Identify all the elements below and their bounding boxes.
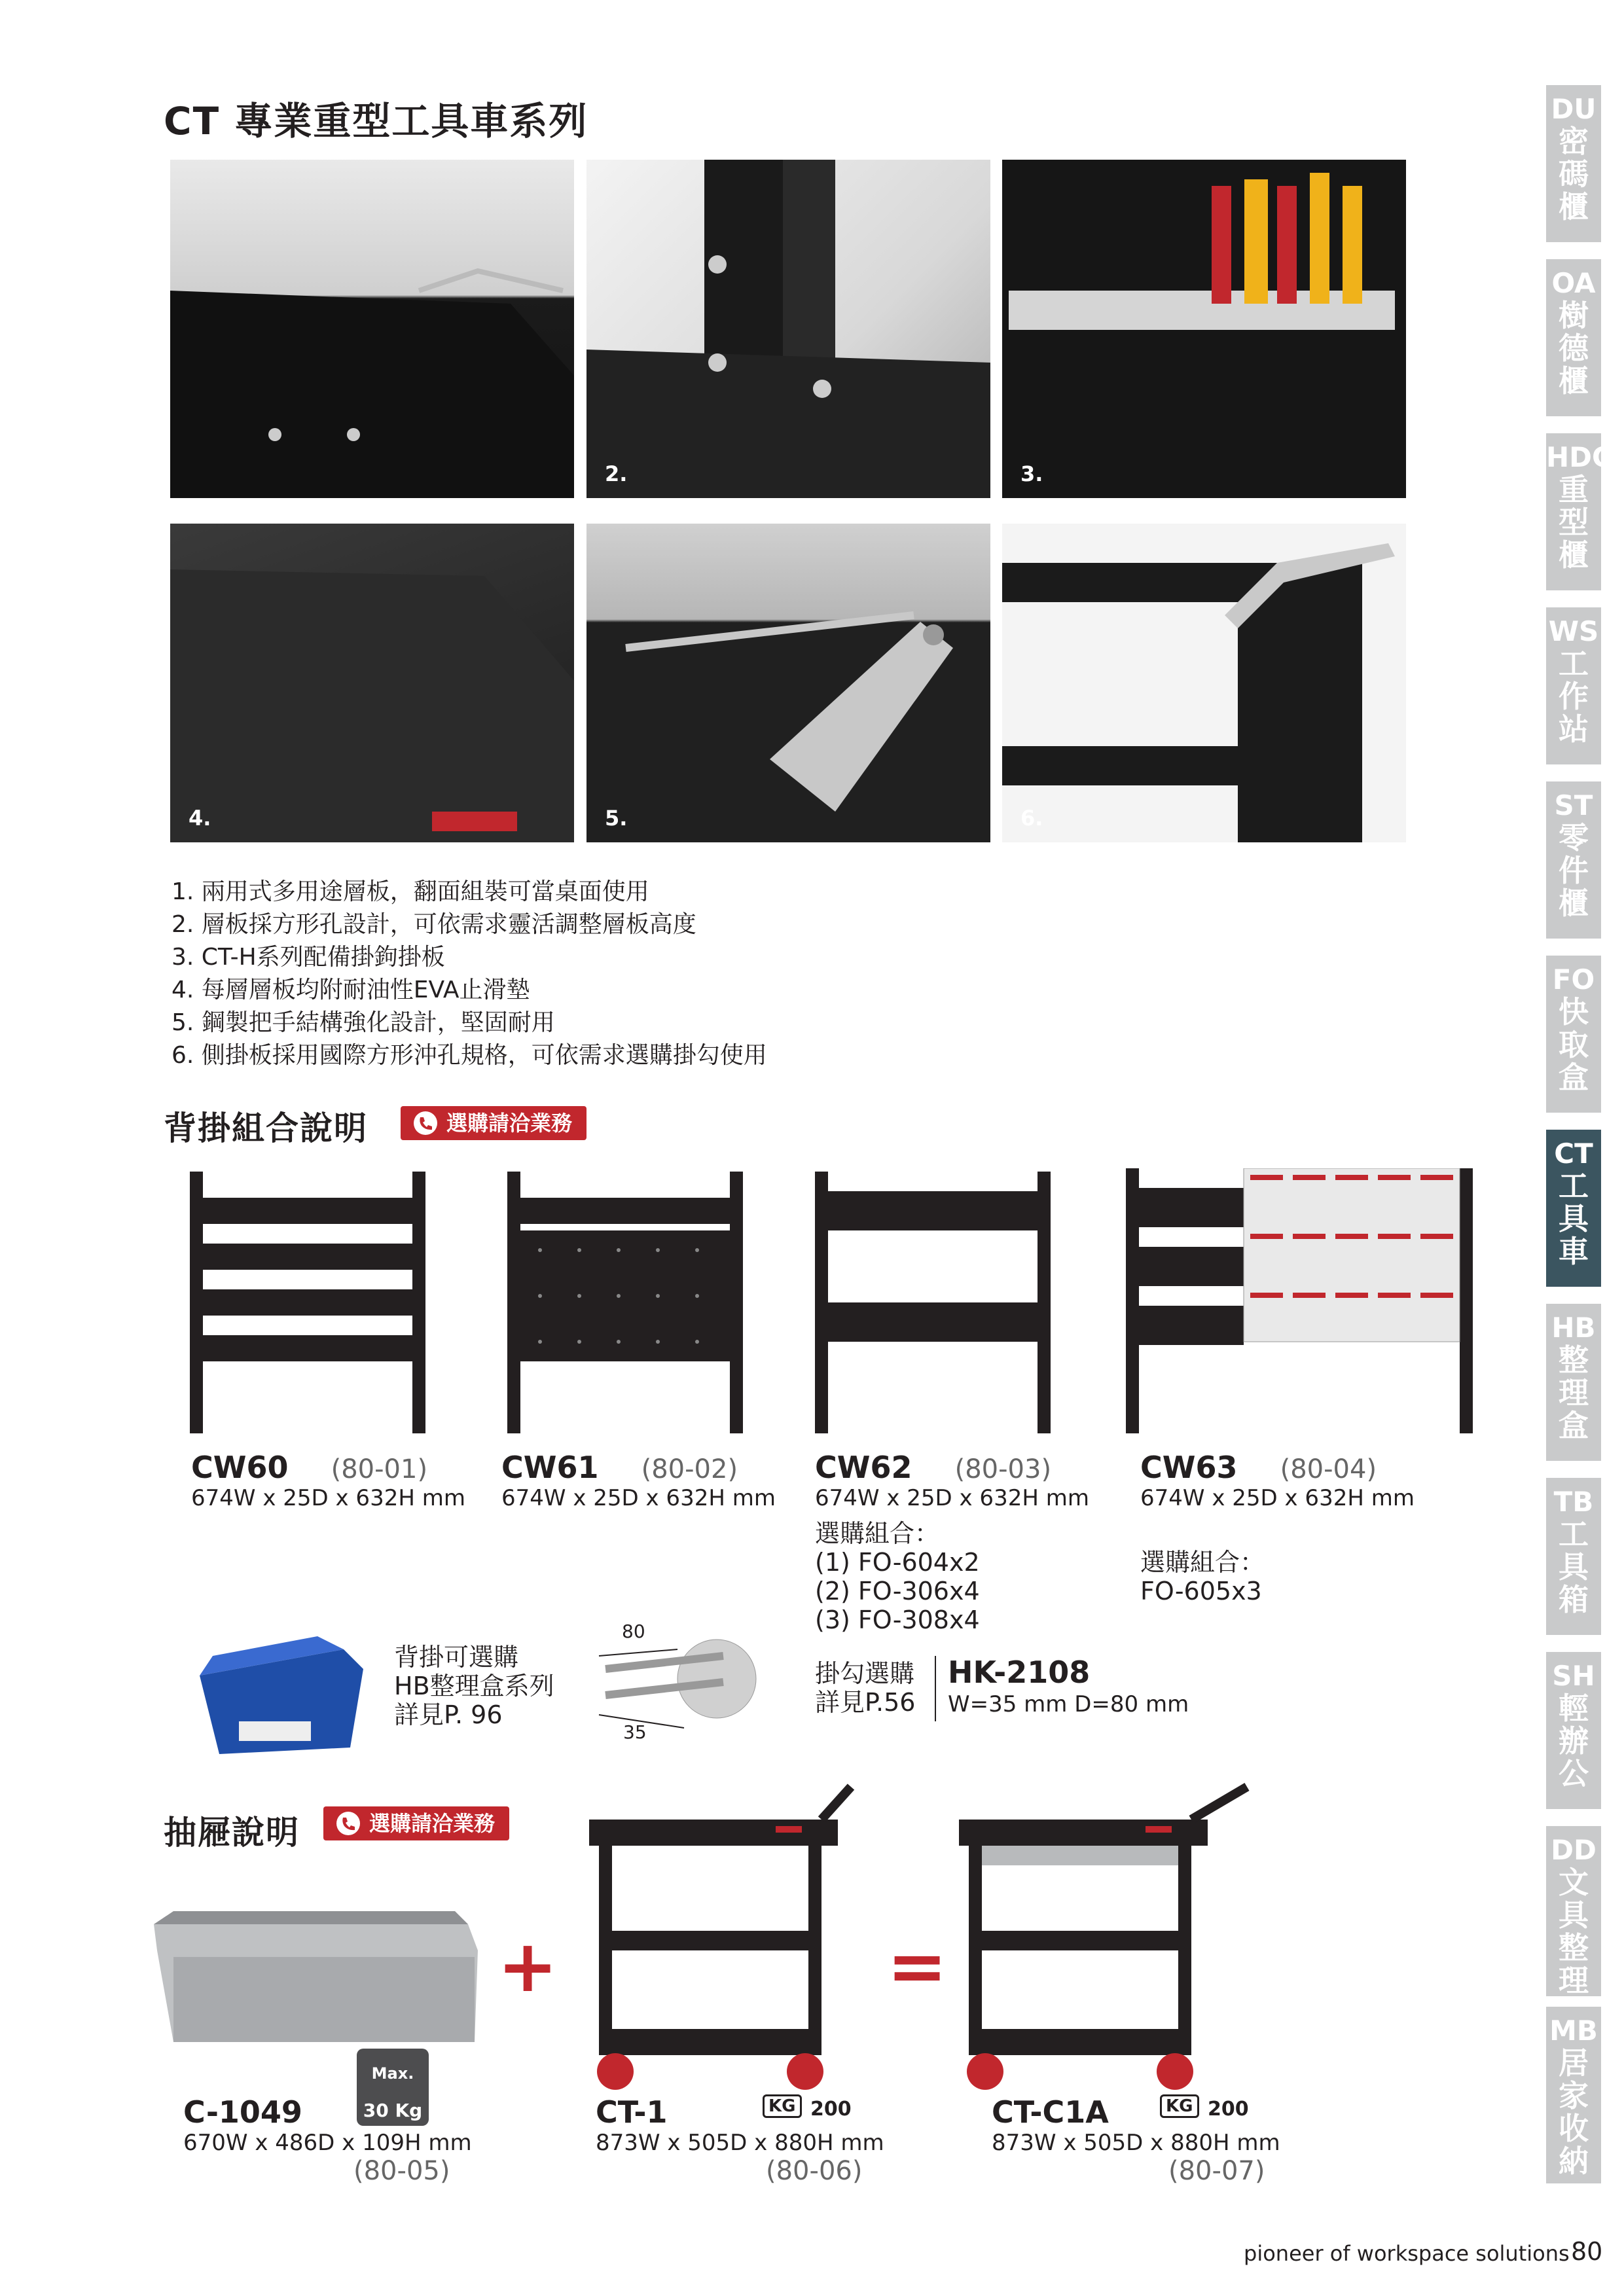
note-line: 掛勾選購 bbox=[815, 1659, 915, 1688]
ct1-cart-image bbox=[586, 1780, 861, 2094]
photo-label: 3. bbox=[1020, 461, 1043, 486]
tab-code: ST bbox=[1554, 789, 1593, 821]
max-value: 30 Kg bbox=[363, 2100, 423, 2121]
sidebar-tab-hdc[interactable] bbox=[1546, 433, 1612, 590]
tab-char: 碼 bbox=[1559, 156, 1589, 192]
eva-mat-illustration bbox=[170, 524, 574, 842]
hb-box-image bbox=[187, 1623, 370, 1754]
model-dim: 674W x 25D x 632H mm bbox=[815, 1485, 1089, 1511]
sidebar-tab-tb[interactable] bbox=[1546, 1478, 1601, 1635]
tab-char: 重 bbox=[1559, 472, 1589, 507]
tab-char: 工 bbox=[1559, 1168, 1589, 1204]
tab-char: 櫃 bbox=[1559, 886, 1589, 921]
sidebar-tab-fo[interactable] bbox=[1546, 956, 1601, 1113]
cw60-panel-image bbox=[183, 1172, 432, 1446]
note-line: 詳見P.56 bbox=[815, 1688, 916, 1717]
model-code: (80-03) bbox=[954, 1454, 1052, 1484]
model-name: CW60 bbox=[191, 1450, 289, 1485]
note-line: 背掛可選購 bbox=[394, 1643, 519, 1672]
cw63-panel-image bbox=[1119, 1168, 1486, 1446]
hook-depth-label: 80 bbox=[622, 1621, 645, 1642]
shelf-holes-illustration bbox=[586, 160, 990, 498]
tab-code: DD bbox=[1551, 1834, 1597, 1866]
phone-icon bbox=[335, 1810, 361, 1837]
tab-char: 快 bbox=[1559, 994, 1589, 1030]
cw61-panel-image bbox=[501, 1172, 749, 1446]
max-label: Max. bbox=[371, 2064, 414, 2083]
tab-char: 件 bbox=[1559, 853, 1589, 888]
badge-label: 選購請洽業務 bbox=[446, 1111, 573, 1136]
tab-char: 輕 bbox=[1559, 1691, 1589, 1726]
tab-char: 箱 bbox=[1559, 1582, 1589, 1617]
tab-char: 收 bbox=[1559, 2111, 1589, 2146]
tab-char: 家 bbox=[1559, 2078, 1589, 2113]
photo-label: 6. bbox=[1020, 806, 1043, 831]
hb-note bbox=[394, 1643, 554, 1729]
cw61-info bbox=[501, 1450, 776, 1511]
feature-list bbox=[171, 876, 767, 1072]
tab-char: 密 bbox=[1559, 124, 1589, 159]
hook-model: HK-2108 bbox=[948, 1655, 1091, 1690]
tab-char: 工 bbox=[1559, 1516, 1589, 1552]
option-line: (2) FO-306x4 bbox=[815, 1577, 980, 1605]
model-dim: 873W x 505D x 880H mm bbox=[992, 2130, 1280, 2156]
cw63-options bbox=[1140, 1548, 1415, 1605]
option-line: FO-605x3 bbox=[1140, 1577, 1262, 1605]
tab-char: 德 bbox=[1559, 331, 1589, 366]
sidebar-tab-st[interactable] bbox=[1546, 781, 1601, 939]
tab-code: OA bbox=[1551, 267, 1596, 299]
photo-shelf-holes bbox=[586, 160, 990, 498]
photo-hook-panel bbox=[1002, 160, 1406, 498]
tab-code: HB bbox=[1551, 1312, 1596, 1344]
tab-code: DU bbox=[1551, 93, 1597, 125]
equals-sign bbox=[887, 1924, 947, 2008]
option-line: (1) FO-604x2 bbox=[815, 1548, 980, 1577]
photo-shelf-top bbox=[170, 160, 574, 498]
hook-panel-illustration bbox=[1002, 160, 1406, 498]
model-dim: 873W x 505D x 880H mm bbox=[596, 2130, 884, 2156]
model-name: CW62 bbox=[815, 1450, 912, 1485]
load-value: 200 bbox=[1208, 2098, 1249, 2121]
drawer-contact-badge bbox=[323, 1806, 509, 1840]
model-code: (80-01) bbox=[331, 1454, 428, 1484]
hook-image bbox=[592, 1617, 769, 1741]
sidebar-tab-ct[interactable] bbox=[1546, 1130, 1601, 1287]
tab-code: FO bbox=[1552, 963, 1595, 996]
badge-label: 選購請洽業務 bbox=[369, 1811, 496, 1836]
side-panel-illustration bbox=[1002, 524, 1406, 842]
tab-char: 盒 bbox=[1559, 1408, 1589, 1443]
drawer-title: 抽屜說明 bbox=[164, 1814, 300, 1852]
tab-char: 作 bbox=[1559, 679, 1589, 714]
feature-item: 1. 兩用式多用途層板，翻面組裝可當桌面使用 bbox=[171, 878, 649, 905]
hook-dim: W=35 mm D=80 mm bbox=[948, 1691, 1189, 1717]
option-line: 選購組合： bbox=[815, 1519, 940, 1548]
note-line: 詳見P. 96 bbox=[394, 1700, 503, 1729]
tab-code: MB bbox=[1549, 2015, 1598, 2047]
option-line: 選購組合： bbox=[1140, 1548, 1265, 1577]
photo-label: 5. bbox=[605, 806, 628, 831]
backpanel-title: 背掛組合說明 bbox=[164, 1109, 368, 1147]
feature-item: 5. 鋼製把手結構強化設計，堅固耐用 bbox=[171, 1009, 555, 1036]
tab-code: TB bbox=[1553, 1486, 1594, 1518]
tab-char: 公 bbox=[1559, 1756, 1589, 1791]
photo-label: 2. bbox=[605, 461, 628, 486]
tab-code: CT bbox=[1554, 1138, 1593, 1170]
model-dim: 674W x 25D x 632H mm bbox=[501, 1485, 776, 1511]
equals-symbol: = bbox=[887, 1924, 948, 2008]
tab-char: 理 bbox=[1559, 1963, 1589, 1998]
tab-code: SH bbox=[1552, 1660, 1595, 1692]
tab-code: WS bbox=[1548, 615, 1599, 647]
tab-char: 工 bbox=[1559, 646, 1589, 681]
sidebar-tab-ws[interactable] bbox=[1546, 607, 1601, 764]
model-dim: 674W x 25D x 632H mm bbox=[191, 1485, 465, 1511]
model-name: C-1049 bbox=[183, 2094, 302, 2130]
tab-char: 站 bbox=[1559, 711, 1589, 747]
photo-eva-mat bbox=[170, 524, 574, 842]
page-title: CT 專業重型工具車系列 bbox=[164, 99, 588, 143]
tab-char: 櫃 bbox=[1559, 537, 1589, 573]
sidebar-tab-du[interactable] bbox=[1546, 85, 1601, 242]
option-line: (3) FO-308x4 bbox=[815, 1605, 980, 1634]
tab-char: 樹 bbox=[1559, 298, 1589, 333]
sidebar-tab-mb[interactable] bbox=[1546, 2007, 1601, 2183]
shelf-illustration bbox=[170, 160, 574, 498]
tab-char: 理 bbox=[1559, 1375, 1589, 1410]
tab-char: 具 bbox=[1559, 1549, 1589, 1585]
hook-width-label: 35 bbox=[623, 1721, 647, 1743]
handle-illustration bbox=[586, 524, 990, 842]
tab-char: 整 bbox=[1559, 1930, 1589, 1965]
load-value: 200 bbox=[810, 2098, 852, 2121]
model-code: (80-02) bbox=[641, 1454, 738, 1484]
sidebar-tab-hb[interactable] bbox=[1546, 1304, 1601, 1461]
feature-item: 4. 每層層板均附耐油性EVA止滑墊 bbox=[171, 977, 530, 1003]
tab-char: 零 bbox=[1559, 820, 1589, 855]
tab-char: 納 bbox=[1559, 2144, 1589, 2179]
note-line: HB整理盒系列 bbox=[394, 1672, 554, 1700]
feature-item: 2. 層板採方形孔設計，可依需求靈活調整層板高度 bbox=[171, 911, 696, 938]
photo-side-panel bbox=[1002, 524, 1406, 842]
phone-icon bbox=[412, 1110, 439, 1136]
cw63-info bbox=[1140, 1450, 1415, 1605]
model-name: CW63 bbox=[1140, 1450, 1238, 1485]
tab-char: 型 bbox=[1559, 505, 1589, 540]
tab-char: 文 bbox=[1559, 1865, 1589, 1900]
model-dim: 674W x 25D x 632H mm bbox=[1140, 1485, 1415, 1511]
tab-char: 盒 bbox=[1559, 1060, 1589, 1095]
backpanel-contact-badge bbox=[401, 1106, 586, 1140]
model-code: (80-05) bbox=[353, 2156, 450, 2186]
tab-char: 櫃 bbox=[1559, 189, 1589, 224]
cw62-options bbox=[815, 1519, 1089, 1634]
model-name: CT-C1A bbox=[992, 2094, 1109, 2130]
cw62-info bbox=[815, 1450, 1089, 1634]
tab-char: 取 bbox=[1559, 1027, 1589, 1062]
model-code: (80-06) bbox=[766, 2156, 863, 2186]
model-name: CT-1 bbox=[596, 2094, 668, 2130]
tab-char: 整 bbox=[1559, 1342, 1589, 1378]
model-name: CW61 bbox=[501, 1450, 599, 1485]
cw60-info bbox=[191, 1450, 465, 1511]
load-kg-icon: KG bbox=[763, 2094, 802, 2118]
ct-c1a-cart-image bbox=[956, 1780, 1257, 2094]
load-kg-icon: KG bbox=[1160, 2094, 1199, 2118]
tab-char: 櫃 bbox=[1559, 363, 1589, 399]
photo-label: 4. bbox=[189, 806, 211, 831]
c1049-info bbox=[183, 2094, 472, 2186]
page-number: 80 bbox=[1571, 2237, 1603, 2266]
feature-item: 6. 側掛板採用國際方形沖孔規格，可依需求選購掛勾使用 bbox=[171, 1042, 767, 1069]
tab-char: 車 bbox=[1559, 1234, 1589, 1269]
tab-char: 具 bbox=[1559, 1897, 1589, 1933]
plus-symbol: + bbox=[497, 1924, 558, 2008]
model-dim: 670W x 486D x 109H mm bbox=[183, 2130, 472, 2156]
cw62-panel-image bbox=[808, 1172, 1057, 1446]
divider bbox=[935, 1656, 936, 1721]
feature-item: 3. CT-H系列配備掛鉤掛板 bbox=[171, 944, 445, 971]
photo-handle bbox=[586, 524, 990, 842]
tab-char: 具 bbox=[1559, 1201, 1589, 1236]
tab-code: HDC bbox=[1546, 441, 1612, 473]
sidebar-tab-oa[interactable] bbox=[1546, 259, 1601, 416]
hook-note bbox=[815, 1659, 915, 1717]
plus-sign bbox=[497, 1924, 558, 2008]
footer-tagline: pioneer of workspace solutions bbox=[1244, 2241, 1570, 2266]
sidebar-tab-dd[interactable] bbox=[1546, 1826, 1601, 1996]
drawer-image bbox=[147, 1898, 488, 2049]
tab-char: 居 bbox=[1559, 2045, 1589, 2081]
tab-char: 辦 bbox=[1559, 1723, 1589, 1759]
model-code: (80-07) bbox=[1168, 2156, 1265, 2186]
sidebar-tab-sh[interactable] bbox=[1546, 1652, 1601, 1809]
model-code: (80-04) bbox=[1280, 1454, 1377, 1484]
